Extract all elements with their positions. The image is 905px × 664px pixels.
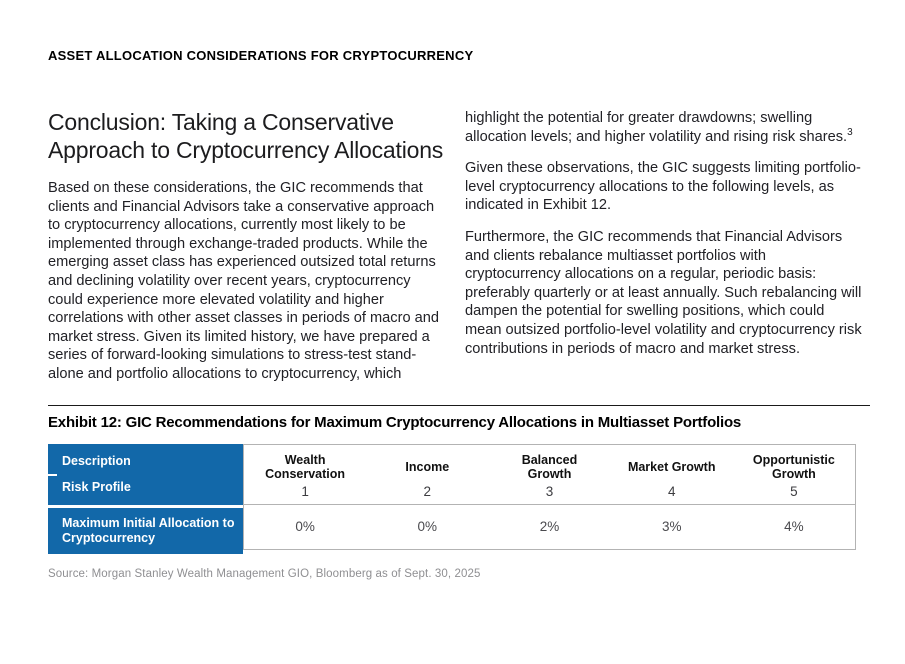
table-value-cell	[366, 505, 488, 549]
column-risk-number: 4	[667, 483, 676, 499]
corner-label-description: Description	[62, 453, 131, 468]
exhibit-title: Exhibit 12: GIC Recommendations for Maximum Cryptocurrency Allocations in Multiasset Portfolios	[48, 413, 742, 431]
column-risk-number: 5	[790, 483, 798, 499]
allocation-value: 0%	[295, 519, 315, 535]
exhibit-section	[48, 405, 870, 580]
allocation-value: 3%	[661, 519, 682, 535]
body-paragraph-left-1: Based on these considerations, the GIC recommends that clients and Financial Advisors take a conservative approach to cryptocurrency allocations, currently most likely to be implemented through exchange-traded products. While the emerging asset class has experienced outsized total returns and declining volatility over recent years, cryptocurrency could experience more elevated volatility and higher correlations with other asset classes in periods of macro and market stress. Given its limited history, we have prepared a series of forward-looking simulations to stress-test stand-alone and portfolio allocations to cryptocurrency, which	[48, 180, 439, 382]
body-paragraph-right-1	[465, 109, 862, 146]
column-name: Opportunistic Growth	[752, 452, 835, 481]
table-value-cell	[244, 505, 366, 549]
left-column	[48, 109, 445, 397]
two-column-body	[48, 109, 870, 397]
body-paragraph-right-2: Given these observations, the GIC suggests limiting portfolio-level cryptocurrency allocations to the following levels, as indicated in Exhibit 12.	[465, 160, 861, 214]
table-corner-cell	[48, 444, 243, 505]
right-column	[465, 109, 862, 397]
page-kicker: ASSET ALLOCATION CONSIDERATIONS FOR CRYPTOCURRENCY	[48, 48, 474, 63]
column-name: Wealth Conservation	[265, 452, 346, 481]
table-data-region	[243, 444, 856, 550]
column-risk-number: 2	[423, 483, 432, 499]
section-heading: Conclusion: Taking a Conservative Approach to Cryptocurrency Allocations	[48, 109, 444, 163]
table-column-header	[366, 445, 488, 505]
table-value-cell	[488, 505, 610, 549]
column-name: Income	[405, 459, 450, 474]
table-value-cell	[611, 505, 733, 549]
allocation-value: 4%	[784, 519, 804, 535]
column-name: Market Growth	[627, 459, 716, 474]
column-name: Balanced Growth	[521, 452, 578, 481]
table-column-header	[733, 445, 855, 505]
footnote-ref: 3	[847, 126, 853, 138]
column-risk-number: 3	[545, 483, 554, 499]
allocation-value: 2%	[539, 519, 560, 535]
paragraph-text: highlight the potential for greater drawdowns; swelling allocation levels; and higher volatility and rising risk shares.	[465, 110, 848, 145]
table-column-header	[244, 445, 366, 505]
table-row-label	[48, 508, 243, 554]
table-column-header	[488, 445, 610, 505]
exhibit-divider-rule	[48, 405, 870, 406]
table-label-column	[48, 444, 243, 554]
table-column-header	[611, 445, 733, 505]
row-label-text: Maximum Initial Allocation to Cryptocurrency	[62, 515, 235, 545]
allocation-value: 0%	[417, 519, 438, 535]
table-value-cell	[733, 505, 855, 549]
exhibit-table	[48, 444, 856, 554]
corner-label-risk-profile: Risk Profile	[62, 479, 131, 494]
body-paragraph-right-3: Furthermore, the GIC recommends that Financial Advisors and clients rebalance multiasset portfolios with cryptocurrency allocations on a regular, periodic basis: preferably quarterly or at least annually. Such rebalancing will dampen the potential for swelling positions, which could mean outsized portfolio-level volatility and cryptocurrency risk contributions in periods of macro and market stress.	[465, 228, 862, 357]
source-note: Source: Morgan Stanley Wealth Management GIO, Bloomberg as of Sept. 30, 2025	[48, 567, 481, 580]
column-risk-number: 1	[301, 483, 309, 499]
